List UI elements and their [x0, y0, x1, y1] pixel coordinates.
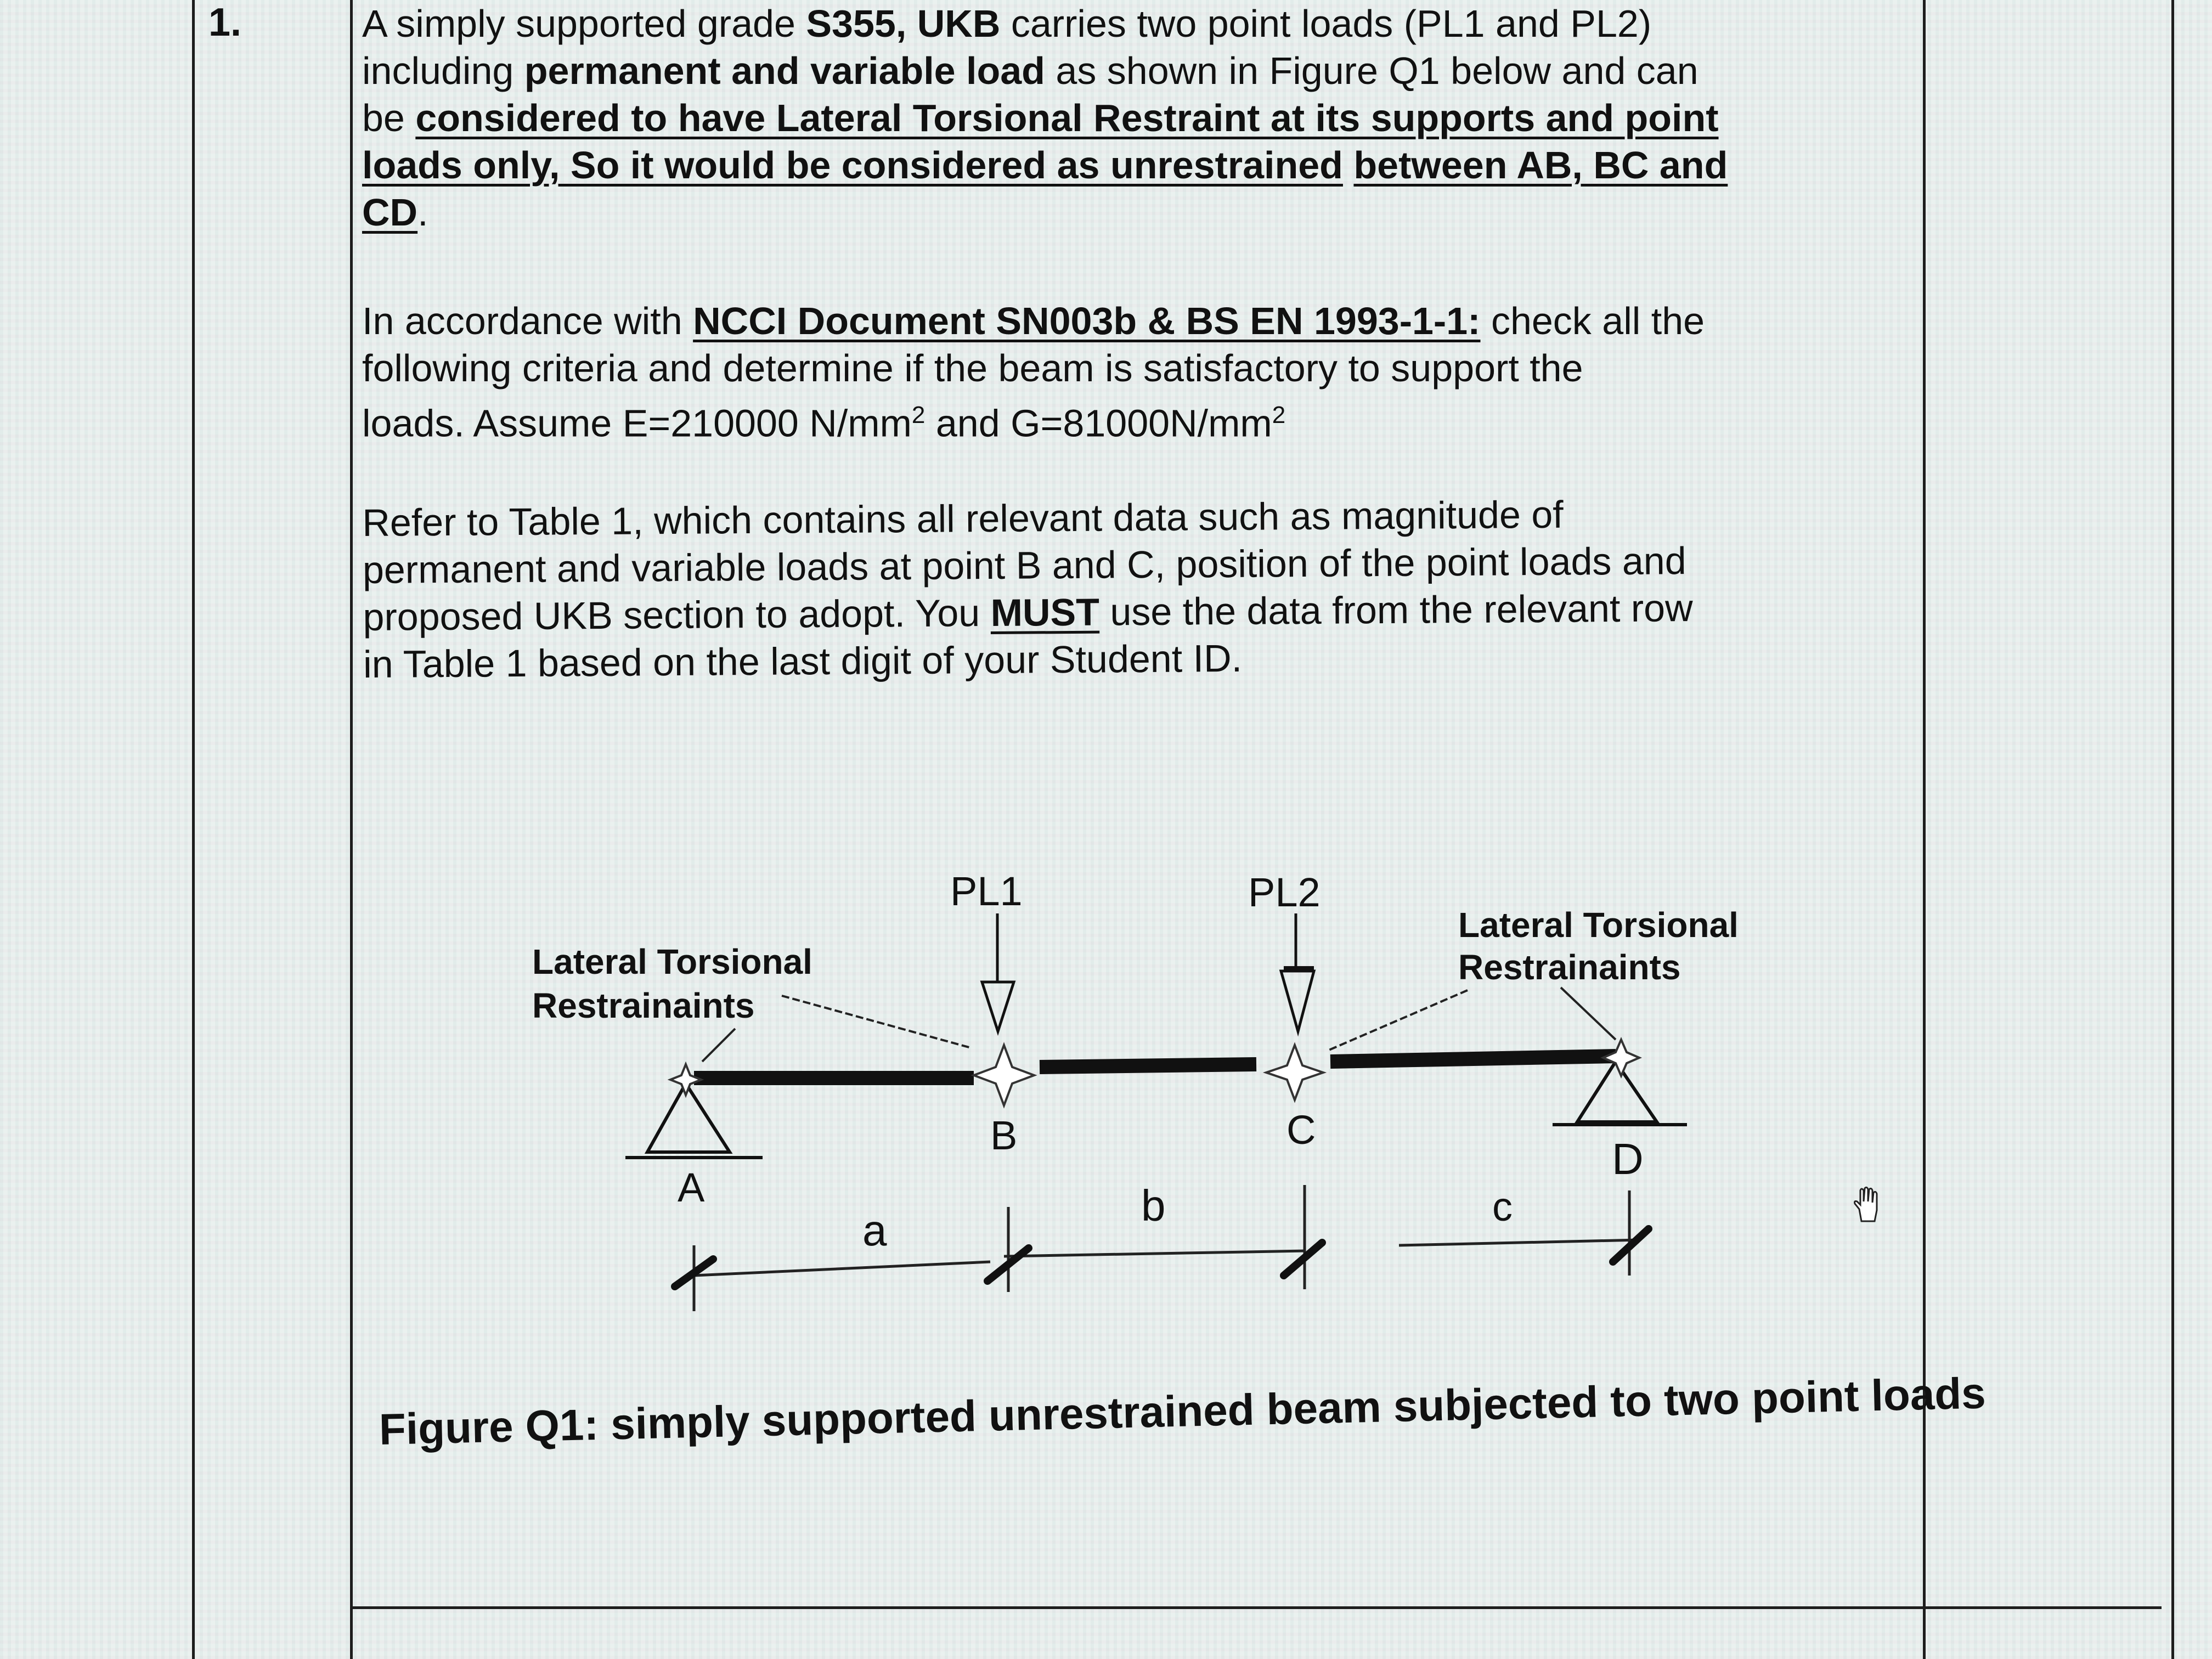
- criteria-line-2: following criteria and determine if the beam is satisfactory to support the: [362, 347, 1583, 390]
- beam-segment-cd: [1330, 1056, 1616, 1062]
- restraint-label-left-1: Lateral Torsional: [532, 942, 812, 981]
- restraint-leader-d: [1561, 988, 1616, 1040]
- lead-text: In accordance with: [362, 300, 693, 342]
- table-ref-line-2: permanent and variable loads at point B and C, position of the point loads and: [362, 539, 1686, 591]
- restraint-text: considered to have Lateral Torsional Restraint at its supports and point: [415, 97, 1719, 139]
- point-label-a: A: [678, 1165, 705, 1210]
- end-text: .: [417, 191, 428, 234]
- be-text: be: [362, 97, 416, 139]
- shown-text: as shown in Figure Q1 below and can: [1045, 49, 1699, 92]
- restraint-leader-c: [1328, 990, 1468, 1051]
- point-label-b: B: [990, 1113, 1018, 1158]
- support-a-icon: [625, 1084, 763, 1158]
- table-ref-line-4: in Table 1 based on the last digit of your Student ID.: [363, 636, 1243, 686]
- table-ref-line-3b: use the data from the relevant row: [1099, 586, 1693, 634]
- question-number: 1.: [208, 1, 242, 44]
- point-label-c: C: [1286, 1107, 1316, 1153]
- superscript: 2: [911, 402, 926, 428]
- load-arrow-pl2-icon: [1281, 913, 1314, 1031]
- restraint-label-left-2: Restrainaints: [532, 986, 755, 1025]
- span-label-a: a: [862, 1206, 887, 1255]
- load-arrow-pl1-icon: [982, 913, 1014, 1031]
- restraint-text-2: loads only, So it would be considered as unrestrained: [362, 144, 1343, 187]
- table-ref-line-3a: proposed UKB section to adopt. You: [363, 591, 991, 639]
- between-text: between AB, BC and: [1353, 144, 1728, 187]
- restraint-label-right-2: Restrainaints: [1458, 947, 1681, 987]
- criteria-rest-text: check all the: [1480, 300, 1705, 342]
- span-label-c: c: [1492, 1184, 1513, 1229]
- restraint-leader-a: [702, 1029, 735, 1062]
- restraint-star-b-icon: [974, 1045, 1034, 1105]
- intro-text: A simply supported grade: [362, 2, 806, 45]
- restraint-star-a-icon: [670, 1064, 701, 1095]
- hand-cursor-icon: [1852, 1185, 1886, 1224]
- point-label-d: D: [1612, 1135, 1644, 1183]
- must-text: MUST: [990, 590, 1100, 635]
- modulus-e-text: loads. Assume E=210000 N/mm: [362, 402, 912, 445]
- load-type-text: permanent and variable load: [524, 49, 1045, 92]
- restraint-label-right-1: Lateral Torsional: [1458, 905, 1739, 945]
- carries-text: carries two point loads (PL1 and PL2): [1000, 2, 1652, 45]
- restraint-star-c-icon: [1266, 1045, 1323, 1100]
- dimension-ticks: [675, 1229, 1649, 1286]
- restraint-leader-b: [782, 996, 971, 1048]
- cd-text: CD: [362, 191, 418, 234]
- figure-caption: Figure Q1: simply supported unrestrained beam subjected to two point loads: [379, 1368, 1987, 1454]
- beam-segment-bc: [1040, 1064, 1256, 1067]
- load-label-pl2: PL2: [1248, 870, 1321, 915]
- including-text: including: [362, 49, 524, 92]
- load-label-pl1: PL1: [950, 868, 1023, 914]
- grade-text: S355, UKB: [806, 2, 1001, 45]
- modulus-g-text: and G=81000N/mm: [925, 402, 1272, 445]
- span-label-b: b: [1141, 1181, 1166, 1230]
- superscript: 2: [1272, 402, 1286, 428]
- standard-text: NCCI Document SN003b & BS EN 1993-1-1:: [693, 300, 1481, 342]
- table-ref-line-1: Refer to Table 1, which contains all relevant data such as magnitude of: [362, 493, 1564, 544]
